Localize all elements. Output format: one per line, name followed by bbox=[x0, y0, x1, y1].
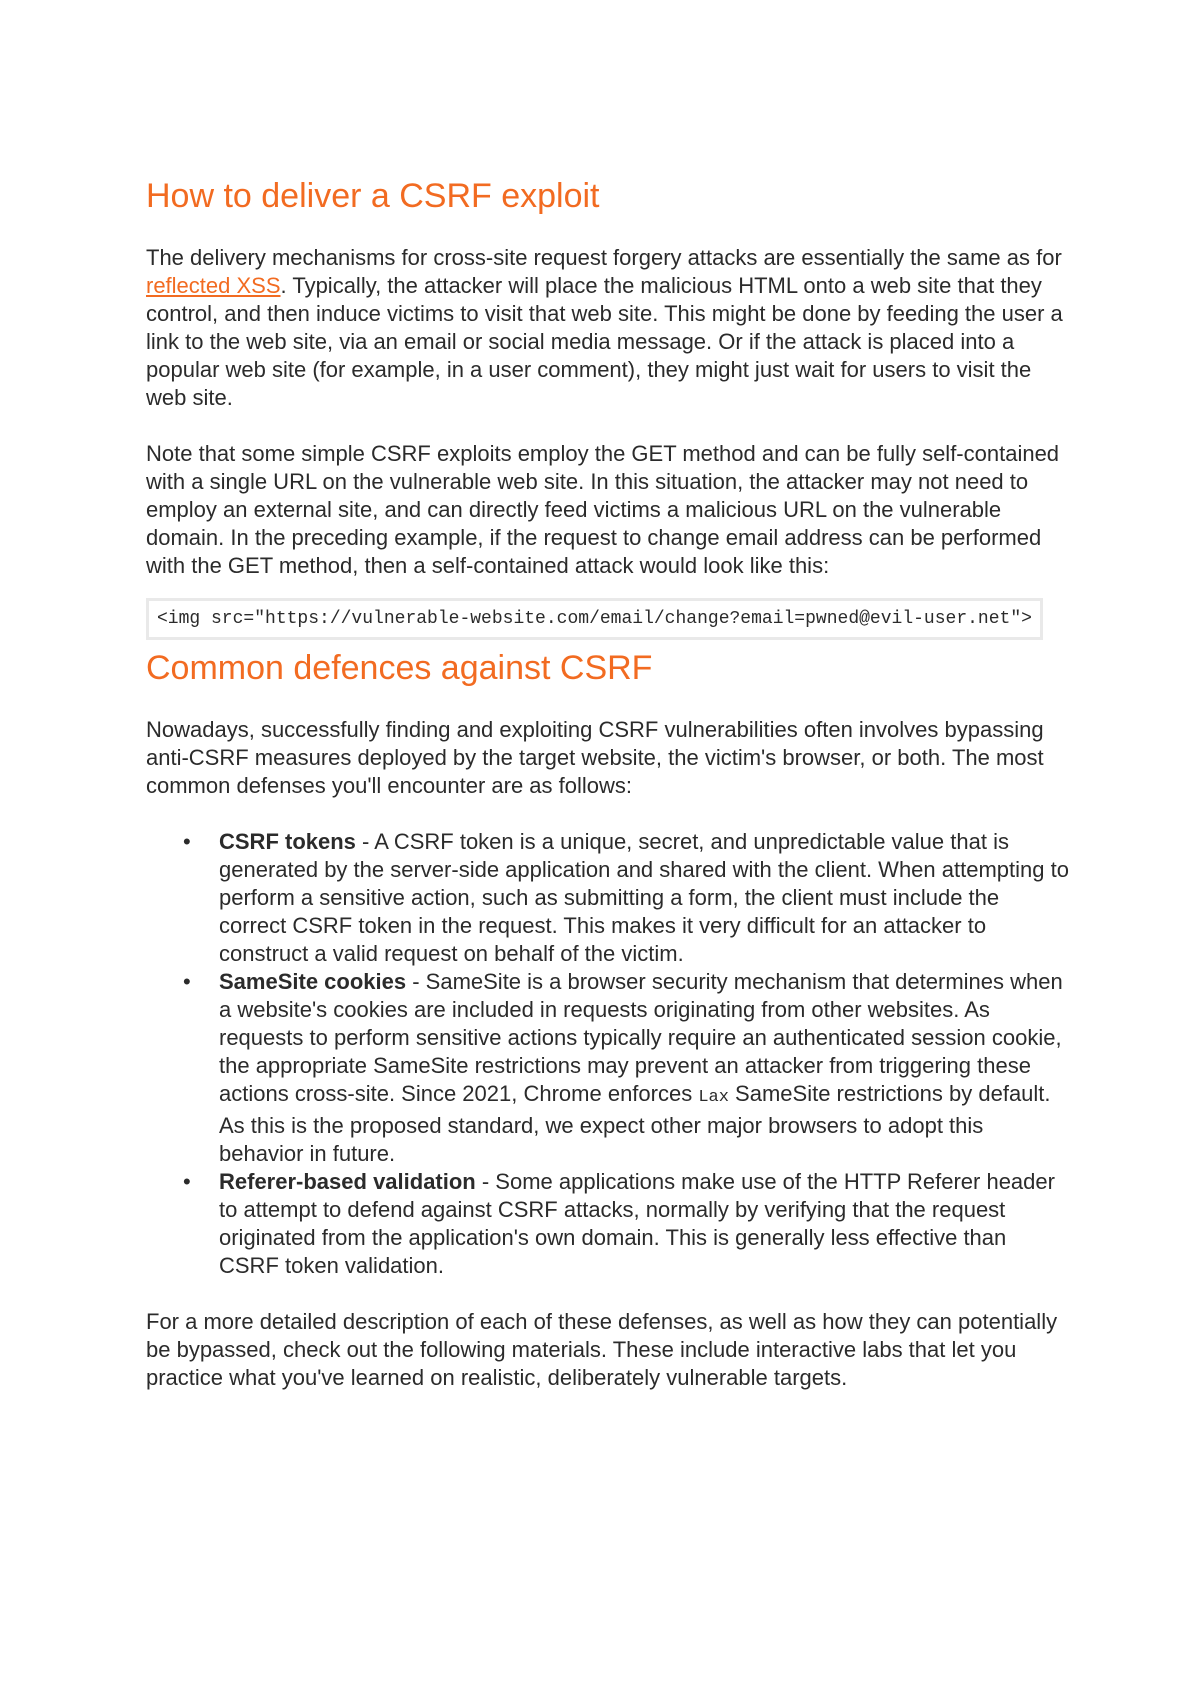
code-example-block bbox=[146, 598, 1070, 640]
paragraph-text: The delivery mechanisms for cross-site request forgery attacks are essentially the same as for bbox=[146, 245, 1062, 270]
paragraph-defences-intro: Nowadays, successfully finding and exploiting CSRF vulnerabilities often involves bypassing anti-CSRF measures deployed by the target website, the victim's browser, or both. The most common defenses you'll encounter are as follows: bbox=[146, 717, 1044, 798]
list-item-text: SameSite restrictions by default. As this is the proposed standard, we expect other major browsers to adopt this behavior in future. bbox=[219, 1081, 1051, 1166]
list-item-term: SameSite cookies bbox=[219, 969, 407, 994]
list-item-text: - A CSRF token is a unique, secret, and unpredictable value that is generated by the server-side application and shared with the client. When attempting to perform a sensitive action, such as submitting a form, the client must include the correct CSRF token in the request. This makes it very difficult for an attacker to construct a valid request on behalf of the victim. bbox=[219, 829, 1069, 966]
bullet-icon: • bbox=[183, 829, 191, 854]
defences-list bbox=[146, 828, 1070, 1280]
paragraph-delivery-mechanisms bbox=[146, 244, 1070, 412]
list-item-text: - SameSite is a browser security mechanism that determines when a website's cookies are included in requests originating from other websites. As requests to perform sensitive actions typically require an authenticated session cookie, the appropriate SameSite restrictions may prevent an attacker from triggering these actions cross-site. Since 2021, Chrome enforces bbox=[219, 969, 1063, 1106]
list-item-referer-validation bbox=[183, 1168, 1070, 1280]
list-item-samesite-cookies bbox=[183, 968, 1070, 1168]
list-item-term: Referer-based validation bbox=[219, 1169, 476, 1194]
list-item-csrf-tokens bbox=[183, 828, 1070, 968]
list-item-text: - Some applications make use of the HTTP Referer header to attempt to defend against CSRF attacks, normally by verifying that the request originated from the application's own domain. This is generally less effective than CSRF token validation. bbox=[219, 1169, 1055, 1278]
list-item-term: CSRF tokens bbox=[219, 829, 356, 854]
bullet-icon: • bbox=[183, 1169, 191, 1194]
heading-deliver-csrf-exploit: How to deliver a CSRF exploit bbox=[146, 177, 600, 215]
bullet-icon: • bbox=[183, 969, 191, 994]
paragraph-further-materials: For a more detailed description of each of these defenses, as well as how they can potentially be bypassed, check out the following materials. These include interactive labs that let you practice what you've learned on realistic, deliberately vulnerable targets. bbox=[146, 1309, 1058, 1390]
paragraph-text: . Typically, the attacker will place the malicious HTML onto a web site that they control, and then induce victims to visit that web site. This might be done by feeding the user a link to the web site, via an email or social media message. Or if the attack is placed into a popular web site (for example, in a user comment), they might just wait for users to visit the web site. bbox=[146, 273, 1063, 410]
inline-code-lax: Lax bbox=[698, 1088, 729, 1107]
heading-common-defences: Common defences against CSRF bbox=[146, 649, 653, 687]
paragraph-get-method-note: Note that some simple CSRF exploits employ the GET method and can be fully self-contained with a single URL on the vulnerable web site. In this situation, the attacker may not need to employ an external site, and can directly feed victims a malicious URL on the vulnerable domain. In the preceding example, if the request to change email address can be performed with the GET method, then a self-contained attack would look like this: bbox=[146, 441, 1060, 578]
code-example: <img src="https://vulnerable-website.com/email/change?email=pwned@evil-user.net"> bbox=[146, 598, 1043, 640]
reflected-xss-link[interactable]: reflected XSS bbox=[146, 273, 281, 298]
